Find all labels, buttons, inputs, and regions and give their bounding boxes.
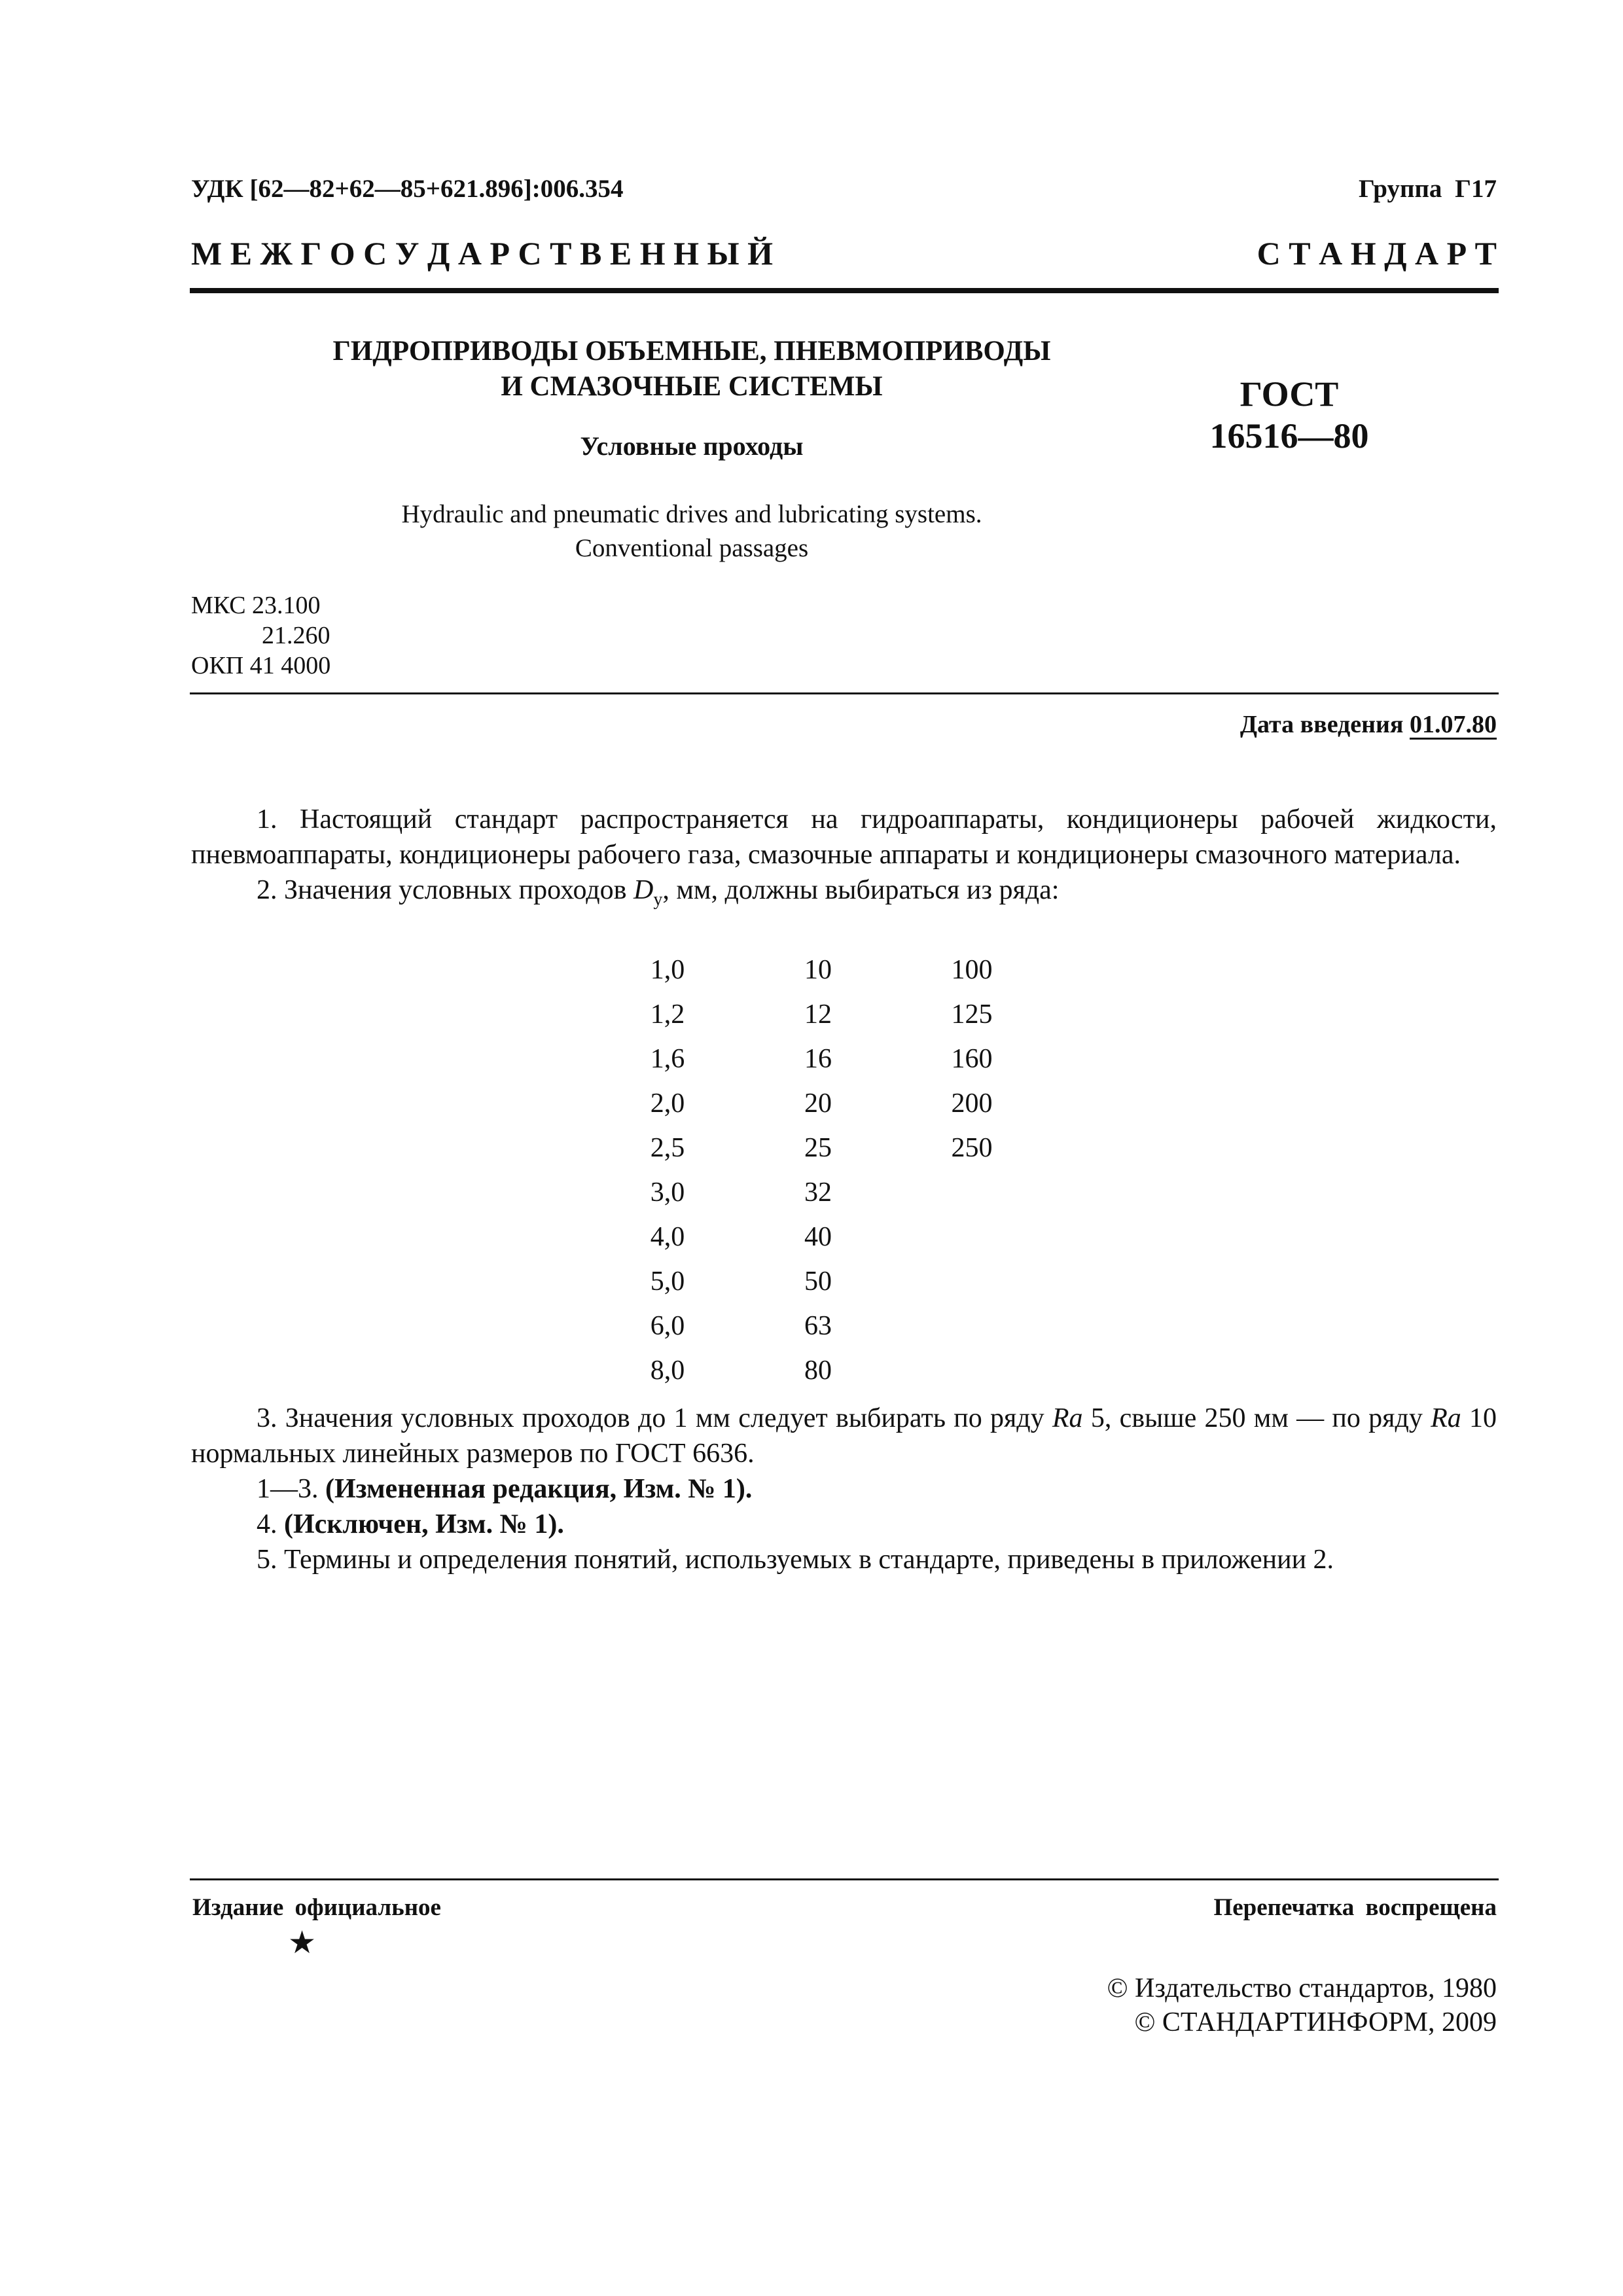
table-cell: 32 xyxy=(804,1177,832,1208)
english-title-line-2: Conventional passages xyxy=(575,534,809,562)
table-cell: 8,0 xyxy=(650,1355,685,1386)
table-cell: 1,6 xyxy=(650,1044,685,1074)
paragraph-3-part-b: 5, свыше 250 мм — по ряду xyxy=(1082,1403,1431,1433)
paragraph-2-end: , мм, должны выбираться из ряда: xyxy=(662,875,1060,905)
interstate-standard-banner xyxy=(191,234,1497,272)
gost-code: 16516—80 xyxy=(1209,416,1369,456)
introduction-date-value: 01.07.80 xyxy=(1410,711,1497,738)
table-cell: 5,0 xyxy=(650,1266,685,1297)
english-title xyxy=(191,497,1192,565)
paragraph-2-start: 2. Значения условных проходов xyxy=(257,875,633,905)
table-cell: 200 xyxy=(951,1088,993,1119)
copyright-line-2: © СТАНДАРТИНФОРМ, 2009 xyxy=(1134,2007,1497,2037)
ra-symbol: Ra xyxy=(1052,1403,1083,1433)
document-subtitle: Условные проходы xyxy=(580,431,804,461)
table-cell: 20 xyxy=(804,1088,832,1119)
table-cell: 80 xyxy=(804,1355,832,1386)
gost-label: ГОСТ xyxy=(1240,374,1339,414)
excluded-note: (Исключен, Изм. № 1). xyxy=(284,1509,564,1539)
english-title-line-1: Hydraulic and pneumatic drives and lubricating systems. xyxy=(401,500,982,528)
paragraph-amendment-1-3 xyxy=(191,1471,1497,1507)
paragraph-2 xyxy=(191,872,1497,918)
table-cell: 40 xyxy=(804,1222,832,1252)
paragraph-5: 5. Термины и определения понятий, используемых в стандарте, приведены в приложении 2. xyxy=(257,1545,1334,1575)
dy-subscript: y xyxy=(653,889,663,910)
gost-number xyxy=(1139,373,1440,457)
table-cell: 6,0 xyxy=(650,1311,685,1341)
paragraph-4 xyxy=(191,1507,1497,1542)
paragraph-4-number: 4. xyxy=(257,1509,284,1539)
introduction-date-label: Дата введения xyxy=(1240,711,1404,738)
table-cell: 63 xyxy=(804,1311,832,1341)
title-line-1: ГИДРОПРИВОДЫ ОБЪЕМНЫЕ, ПНЕВМОПРИВОДЫ xyxy=(332,336,1051,367)
document-title xyxy=(191,334,1192,404)
table-cell: 125 xyxy=(951,999,993,1030)
title-line-2: И СМАЗОЧНЫЕ СИСТЕМЫ xyxy=(501,371,883,402)
reprint-prohibited: Перепечатка воспрещена xyxy=(1213,1894,1497,1921)
table-cell: 100 xyxy=(951,955,993,985)
table-cell: 50 xyxy=(804,1266,832,1297)
mks-code-2: 21.260 xyxy=(262,622,330,649)
amendment-note: (Измененная редакция, Изм. № 1). xyxy=(325,1474,753,1504)
footer-rule xyxy=(190,1878,1499,1880)
official-edition: Издание официальное xyxy=(192,1894,441,1921)
table-cell: 4,0 xyxy=(650,1222,685,1252)
group-code: Группа Г17 xyxy=(1358,175,1497,203)
table-cell: 25 xyxy=(804,1133,832,1163)
banner-word-standard: С Т А Н Д А Р Т xyxy=(1257,235,1497,272)
introduction-date xyxy=(1240,710,1497,739)
table-cell: 12 xyxy=(804,999,832,1030)
okp-code: ОКП 41 4000 xyxy=(191,652,331,679)
classification-rule xyxy=(190,692,1499,694)
udc-code: УДК [62—82+62—85+621.896]:006.354 xyxy=(191,175,624,203)
table-cell: 2,5 xyxy=(650,1133,685,1163)
paragraph-3-part-c: 10 нормальных линейных размеров по ГОСТ 6636. xyxy=(191,1403,1497,1469)
header-rule xyxy=(190,288,1499,293)
table-cell: 1,2 xyxy=(650,999,685,1030)
table-cell: 3,0 xyxy=(650,1177,685,1208)
banner-word-interstate: М Е Ж Г О С У Д А Р С Т В Е Н Н Ы Й xyxy=(191,235,773,272)
copyright-block xyxy=(1107,1971,1497,2039)
table-cell: 16 xyxy=(804,1044,832,1074)
paragraph-3 xyxy=(191,1401,1497,1471)
table-cell: 250 xyxy=(951,1133,993,1163)
paragraph-1: 1. Настоящий стандарт распространяется на гидроаппараты, кондиционеры рабочей жидкости, пневмоаппараты, кондиционеры рабочего газа, смазочные аппараты и кондиционеры смазочного материала. xyxy=(191,804,1497,870)
classification-codes xyxy=(191,590,330,681)
ra-symbol: Ra xyxy=(1431,1403,1461,1433)
copyright-line-1: © Издательство стандартов, 1980 xyxy=(1107,1973,1497,2003)
body-text-upper xyxy=(191,802,1497,918)
table-cell: 2,0 xyxy=(650,1088,685,1119)
table-cell: 160 xyxy=(951,1044,993,1074)
body-text-lower xyxy=(191,1401,1497,1577)
mks-code-1: МКС 23.100 xyxy=(191,592,321,619)
table-cell: 1,0 xyxy=(650,955,685,985)
paragraph-3-part-a: 3. Значения условных проходов до 1 мм следует выбирать по ряду xyxy=(257,1403,1052,1433)
table-cell: 10 xyxy=(804,955,832,985)
star-icon: ★ xyxy=(288,1926,317,1960)
amendment-number: 1—3. xyxy=(257,1474,325,1504)
dy-symbol: D xyxy=(633,875,654,905)
